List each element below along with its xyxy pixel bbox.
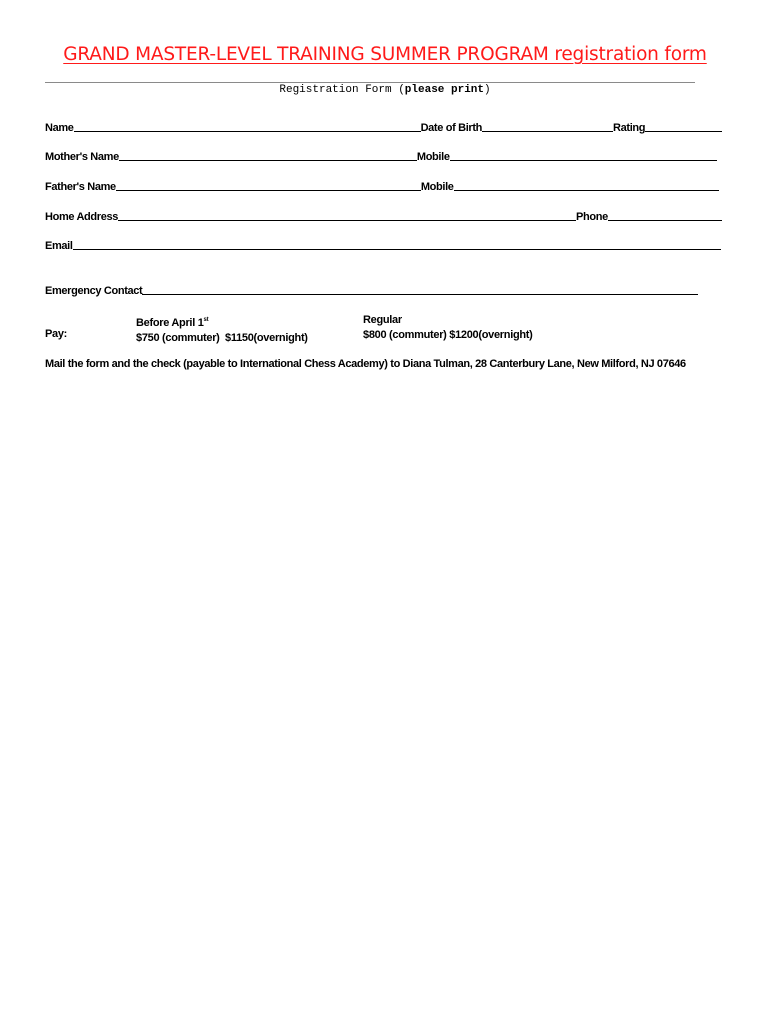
row-mother xyxy=(45,145,717,163)
emergency-contact-field[interactable] xyxy=(142,294,698,295)
pay-early-heading xyxy=(136,313,308,331)
pay-early-column xyxy=(136,313,308,346)
mobile-2-label: Mobile xyxy=(420,181,454,193)
row-father xyxy=(45,175,719,193)
dob-field[interactable] xyxy=(482,131,613,132)
mother-name-field[interactable] xyxy=(119,160,417,161)
pay-label: Pay: xyxy=(45,328,68,340)
name-label: Name xyxy=(45,122,74,134)
title-divider xyxy=(45,82,695,83)
pay-regular-column xyxy=(363,313,533,343)
rating-label: Rating xyxy=(613,122,646,134)
home-address-label: Home Address xyxy=(45,211,119,223)
subtitle-please-print: please print xyxy=(404,84,485,96)
dob-label: Date of Birth xyxy=(420,122,483,134)
home-address-field[interactable] xyxy=(118,220,576,221)
mobile-1-label: Mobile xyxy=(416,151,450,163)
rating-field[interactable] xyxy=(645,131,722,132)
pay-regular-prices: $800 (commuter) $1200(overnight) xyxy=(363,329,533,341)
pay-early-prices: $750 (commuter) $1150(overnight) xyxy=(136,332,308,344)
email-field[interactable] xyxy=(73,249,721,250)
pay-early-heading-text: Before April 1 xyxy=(136,317,204,329)
mobile-1-field[interactable] xyxy=(450,160,717,161)
form-title: GRAND MASTER-LEVEL TRAINING SUMMER PROGRAM registration form xyxy=(63,44,707,65)
mother-name-label: Mother's Name xyxy=(45,151,119,163)
row-name xyxy=(45,116,722,134)
father-name-label: Father's Name xyxy=(45,181,116,193)
form-subtitle xyxy=(0,84,770,96)
phone-label: Phone xyxy=(576,211,608,223)
email-label: Email xyxy=(45,240,73,252)
pay-regular-heading: Regular xyxy=(363,314,402,326)
name-field[interactable] xyxy=(74,131,421,132)
subtitle-suffix: ) xyxy=(484,84,491,96)
phone-field[interactable] xyxy=(608,220,722,221)
pay-early-heading-sup: st xyxy=(203,317,209,323)
subtitle-prefix: Registration Form ( xyxy=(279,84,405,96)
father-name-field[interactable] xyxy=(116,190,421,191)
emergency-contact-label: Emergency Contact xyxy=(45,285,143,297)
row-emergency xyxy=(45,279,698,297)
row-email xyxy=(45,234,721,252)
row-address xyxy=(45,205,722,223)
mobile-2-field[interactable] xyxy=(454,190,719,191)
mail-instructions: Mail the form and the check (payable to International Chess Academy) to Diana Tulman, 28 Canterbury Lane, New Milford, NJ 07646 xyxy=(45,358,686,370)
